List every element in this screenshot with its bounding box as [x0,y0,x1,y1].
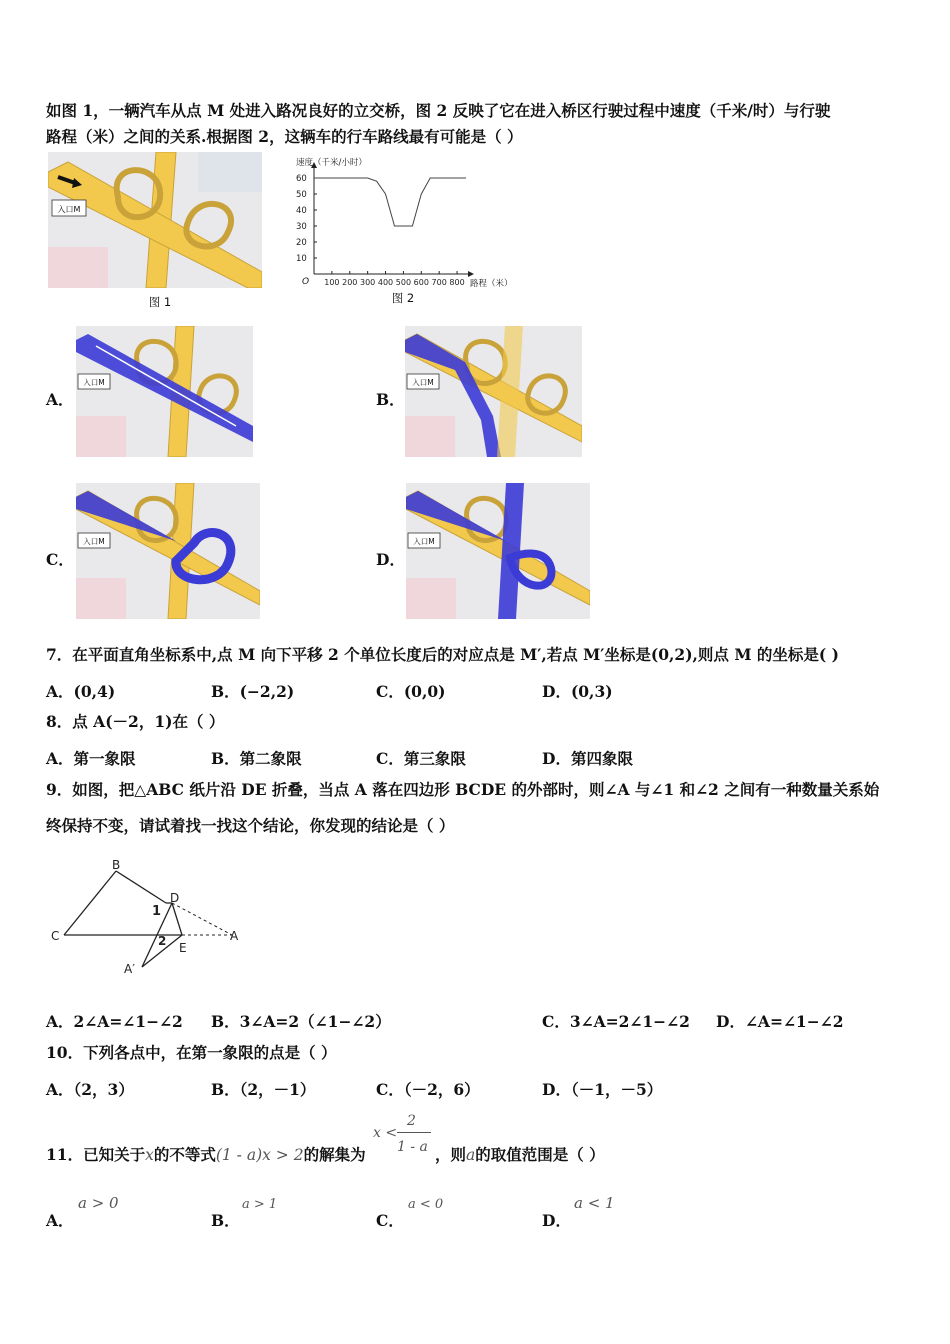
y-axis-label: 速度（千米/小时） [296,158,367,168]
q6-option-a-map[interactable] [76,326,253,457]
q6-option-b-letter: B． [376,390,405,409]
q11-inequality: (1 - a)x > 2 [215,1146,304,1164]
y-tick-label: 50 [296,190,307,200]
x-tick-label: 400 [377,278,394,287]
y-tick-label: 60 [296,174,307,184]
q11-option-c-letter[interactable]: C． [376,1211,404,1230]
q8-stem: 8．点 A(－2，1)在（ ） [46,712,225,731]
q6-option-c-letter: C． [46,550,74,569]
q9-line1: 9．如图，把△ABC 纸片沿 DE 折叠，当点 A 落在四边形 BCDE 的外部时，则∠A 与∠1 和∠2 之间有一种数量关系始 [46,780,880,799]
x-axis-arrow [468,271,474,277]
q8-option-b[interactable]: B．第二象限 [211,749,302,768]
q7-option-a[interactable]: A．(0,4) [46,682,116,701]
q9-option-d[interactable]: D．∠A=∠1−∠2 [716,1012,844,1031]
x-tick-label: 700 [431,278,447,287]
entry-label: 入口M [57,205,81,214]
q11-option-d-letter[interactable]: D． [542,1211,571,1230]
svg-text:入口M: 入口M [83,378,105,387]
q11-option-b-math: a > 1 [242,1197,278,1212]
q6-line2: 路程（米）之间的关系.根据图 2，这辆车的行车路线最有可能是（ ） [46,127,523,146]
x-tick-label: 800 [449,278,465,287]
q11-option-b-letter[interactable]: B． [211,1211,240,1230]
label-b: B [112,858,121,872]
q11-solution: x < 2 1 - a [371,1134,435,1160]
q9-triangle-figure [46,855,256,985]
var-x: x [145,1146,154,1164]
y-tick-label: 20 [296,238,307,248]
x-tick-label: 200 [342,278,358,287]
q6-option-c-map[interactable] [76,483,260,619]
y-tick-label: 10 [296,254,307,264]
origin-label: O [302,277,310,287]
q11-option-a-math: a > 0 [78,1194,119,1212]
var-a: a [466,1146,476,1164]
x-tick-label: 300 [360,278,376,287]
svg-text:入口M: 入口M [83,537,105,546]
q6-option-d-map[interactable] [406,483,590,619]
q11-option-c-math: a < 0 [408,1197,444,1212]
svg-text:入口M: 入口M [413,537,435,546]
svg-text:入口M: 入口M [412,378,434,387]
q11-option-a-letter[interactable]: A． [46,1211,74,1230]
label-d: D [170,891,180,905]
q6-option-a-letter: A． [46,390,74,409]
label-e: E [179,941,187,955]
q10-option-a[interactable]: A．（2，3） [46,1080,134,1099]
y-tick-label: 30 [296,222,307,232]
q11-option-d-math: a < 1 [574,1194,615,1212]
y-tick-label: 40 [296,206,307,216]
q6-line1: 如图 1，一辆汽车从点 M 处进入路况良好的立交桥，图 2 反映了它在进入桥区行驶过程中速度（千米/时）与行驶 [46,101,831,120]
q10-option-b[interactable]: B．（2，－1） [211,1080,316,1099]
x-tick-label: 600 [413,278,429,287]
label-a-prime: A′ [124,962,135,976]
q11-stem: 11．已知关于x的不等式(1 - a)x > 2的解集为 x < 2 1 - a ，则a的取值范围是（ ） [46,1113,605,1164]
angle-2-label: 2 [158,934,167,948]
q10-option-d[interactable]: D．（－1，－5） [542,1080,663,1099]
speed-series-line [314,178,466,226]
q9-line2: 终保持不变，请试着找一找这个结论，你发现的结论是（ ） [46,816,455,835]
label-a: A [230,929,239,943]
q6-option-d-letter: D． [376,550,405,569]
x-tick-label: 100 [324,278,340,287]
q8-option-c[interactable]: C．第三象限 [376,749,466,768]
q6-option-b-map[interactable] [405,326,582,457]
figure-2-chart [290,152,520,292]
q10-option-c[interactable]: C．（－2，6） [376,1080,480,1099]
q7-option-c[interactable]: C．(0,0) [376,682,446,701]
label-c: C [51,929,60,943]
q9-option-c[interactable]: C．3∠A=2∠1−∠2 [542,1012,690,1031]
angle-1-label: 1 [152,904,162,919]
x-tick-label: 500 [395,278,412,287]
q10-stem: 10．下列各点中，在第一象限的点是（ ） [46,1043,337,1062]
fig1-caption: 图 1 [148,295,172,309]
x-axis-label: 路程（米） [470,279,513,289]
q7-option-d[interactable]: D．(0,3) [542,682,613,701]
q7-option-b[interactable]: B．(−2,2) [211,682,295,701]
q7-stem: 7．在平面直角坐标系中,点 M 向下平移 2 个单位长度后的对应点是 M′,若点 M′坐标是(0,2),则点 M 的坐标是( ) [46,645,839,664]
q9-option-b[interactable]: B．3∠A=2（∠1−∠2） [211,1012,391,1031]
q8-option-a[interactable]: A．第一象限 [46,749,136,768]
q8-option-d[interactable]: D．第四象限 [542,749,633,768]
figure-1-map [48,152,262,288]
q9-option-a[interactable]: A．2∠A=∠1−∠2 [46,1012,183,1031]
fig2-caption: 图 2 [391,291,415,305]
